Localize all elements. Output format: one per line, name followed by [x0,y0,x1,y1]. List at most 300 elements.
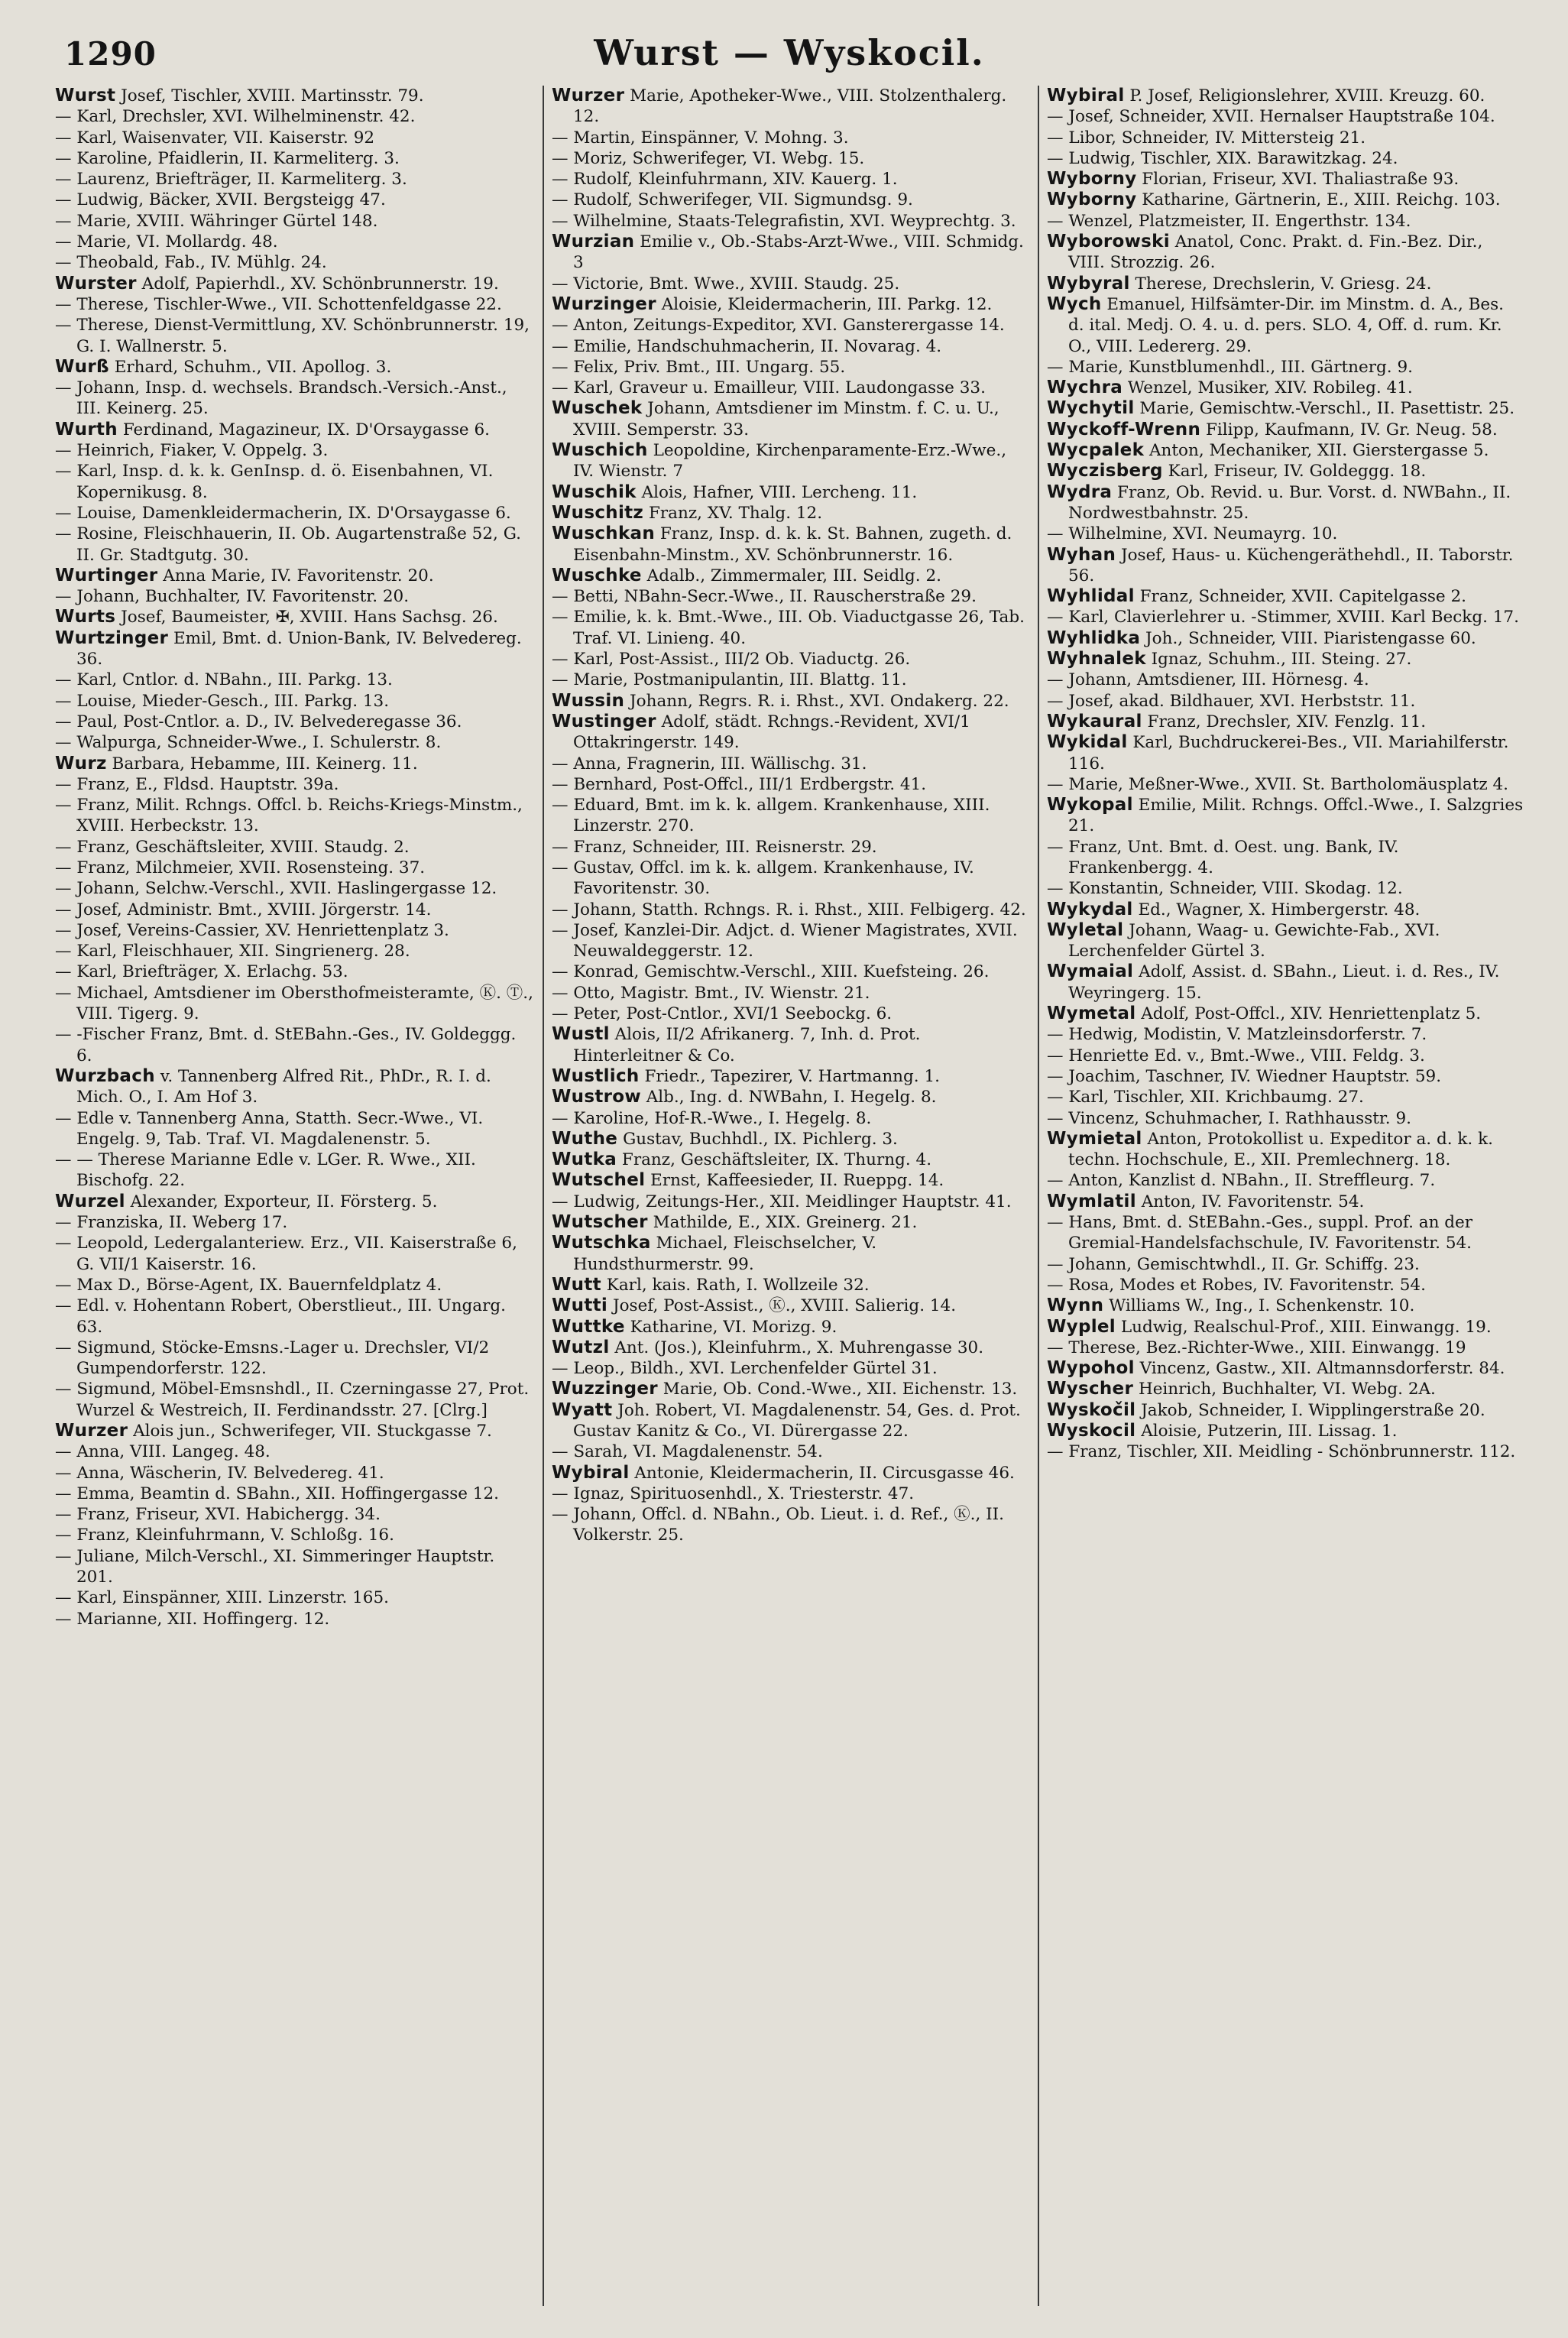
entry-text: Joh. Robert, VI. Magdalenenstr. 54, Ges. d. Prot. Gustav Kanitz & Co., VI. Dürergasse 22. [573,1400,1021,1441]
directory-entry [1047,357,1524,378]
directory-entry [552,1338,1029,1358]
entry-text: — Felix, Priv. Bmt., III. Ungarg. 55. [552,357,846,377]
entry-surname: Wykaural [1047,711,1142,731]
directory-entry [552,566,1029,586]
entry-surname: Wuschkan [552,524,656,544]
directory-entry [552,336,1029,357]
directory-entry [55,1546,533,1588]
directory-entry [1047,1129,1524,1171]
directory-entry [552,357,1029,378]
directory-entry [55,420,533,440]
entry-text: Gustav, Buchhdl., IX. Pichlerg. 3. [623,1129,898,1149]
entry-text: — Sigmund, Stöcke-Emsns.-Lager u. Drechsler, VI/2 Gumpendorferstr. 122. [55,1338,490,1379]
entry-surname: Wustlich [552,1065,640,1086]
entry-text: Karl, Buchdruckerei-Bes., VII. Mariahilferstr. 116. [1068,733,1509,773]
directory-entry [55,1484,533,1504]
directory-entry [55,1421,533,1441]
entry-text: — Walpurga, Schneider-Wwe., I. Schulerstr. 8. [55,733,442,753]
entry-surname: Wyczisberg [1047,461,1163,482]
entry-surname: Wussin [552,690,625,711]
entry-surname: Wyplel [1047,1316,1116,1337]
directory-entry [55,941,533,961]
entry-text: Franz, Geschäftsleiter, IX. Thurng. 4. [621,1150,932,1170]
entry-text: Emil, Bmt. d. Union-Bank, IV. Belvedereg. 36. [76,628,522,670]
directory-entry [55,211,533,232]
entry-text: — Karoline, Hof-R.-Wwe., I. Hegelg. 8. [552,1108,872,1128]
directory-entry [1047,795,1524,837]
directory-entry [552,1087,1029,1107]
entry-text: Therese, Drechslerin, V. Griesg. 24. [1135,274,1432,293]
entry-text: — Rudolf, Kleinfuhrmann, XIV. Kauerg. 1. [552,170,898,190]
directory-columns [47,86,1533,2306]
entry-surname: Wynn [1047,1295,1104,1316]
entry-text: Antonie, Kleidermacherin, II. Circusgasse 46. [634,1463,1015,1483]
directory-entry [55,357,533,378]
entry-text: Aloisie, Kleidermacherin, III. Parkg. 12. [661,294,993,314]
directory-entry [552,1108,1029,1129]
entry-text: — Karl, Waisenvater, VII. Kaiserstr. 92 [55,128,375,148]
directory-entry [552,1441,1029,1462]
entry-surname: Wutzl [552,1337,610,1357]
entry-text: Marie, Apotheker-Wwe., VIII. Stolzenthalerg. 12. [573,86,1007,127]
entry-surname: Wybiral [552,1462,630,1483]
entry-surname: Wychytil [1047,398,1135,419]
entry-text: v. Tannenberg Alfred Rit., PhDr., R. I. d. Mich. O., I. Am Hof 3. [76,1066,491,1107]
entry-surname: Wychra [1047,378,1123,398]
directory-entry [1047,420,1524,440]
directory-entry [55,858,533,878]
directory-entry [1047,1421,1524,1441]
entry-text: Johann, Waag- u. Gewichte-Fab., XVI. Lerchenfelder Gürtel 3. [1068,920,1440,961]
entry-text: — Henriette Ed. v., Bmt.-Wwe., VIII. Feldg. 3. [1047,1046,1425,1065]
entry-surname: Wyhnalek [1047,649,1146,670]
directory-entry [1047,1441,1524,1462]
entry-surname: Wykydal [1047,899,1133,919]
directory-entry [1047,545,1524,587]
entry-text: Emilie, Milit. Rchngs. Offcl.-Wwe., I. Salzgries 21. [1068,796,1524,836]
directory-entry [55,900,533,920]
directory-entry [55,607,533,627]
entry-text: P. Josef, Religionslehrer, XVIII. Kreuzg. 60. [1129,86,1485,105]
entry-text: Anton, Protokollist u. Expeditor a. d. k. k. techn. Hochschule, E., XII. Premlechnerg. 18. [1068,1129,1493,1170]
entry-surname: Wurz [55,753,107,773]
entry-text: Josef, Baumeister, ✠, XVIII. Hans Sachsg. 26. [121,608,498,627]
entry-text: — Leopold, Ledergalanteriew. Erz., VII. Kaiserstraße 6, G. VII/1 Kaiserstr. 16. [55,1234,517,1274]
entry-text: Adolf, städt. Rchngs.-Revident, XVI/1 Ottakringerstr. 149. [573,712,970,753]
entry-text: — Franz, Geschäftsleiter, XVIII. Staudg. 2. [55,837,410,857]
directory-entry [552,607,1029,649]
entry-surname: Wuttke [552,1316,625,1337]
entry-surname: Wuschich [552,440,648,461]
directory-entry [1047,1295,1524,1316]
entry-surname: Wutt [552,1274,601,1295]
entry-surname: Wurtinger [55,565,158,585]
entry-surname: Wuschke [552,565,642,585]
entry-text: — Laurenz, Briefträger, II. Karmeliterg. 3. [55,170,407,190]
directory-entry [552,274,1029,294]
entry-text: Josef, Tischler, XVIII. Martinsstr. 79. [121,86,424,105]
entry-text: — Marie, Meßner-Wwe., XVII. St. Bartholomäusplatz 4. [1047,774,1509,794]
directory-entry [552,1317,1029,1338]
entry-text: — Sigmund, Möbel-Emsnshdl., II. Czerningasse 27, Prot. Wurzel & Westreich, II. Ferdinandsstr. 27. [Clrg.] [55,1380,530,1420]
directory-entry [55,1609,533,1629]
entry-text: Ludwig, Realschul-Prof., XIII. Einwangg. 19. [1120,1317,1492,1337]
directory-entry [55,169,533,190]
directory-entry [552,190,1029,210]
directory-entry [55,1338,533,1380]
directory-entry [55,795,533,837]
directory-entry [1047,1087,1524,1107]
entry-text: Alois, Hafner, VIII. Lercheng. 11. [641,482,918,502]
entry-text: — Vincenz, Schuhmacher, I. Rathhausstr. 9. [1047,1108,1411,1128]
directory-entry [1047,1046,1524,1066]
entry-text: Alois, II/2 Afrikanerg. 7, Inh. d. Prot. Hinterleitner & Co. [573,1025,921,1065]
directory-entry [1047,1338,1524,1358]
entry-surname: Wyhlidal [1047,586,1135,607]
entry-text: — Marianne, XII. Hoffingerg. 12. [55,1609,330,1629]
entry-text: — Rosine, Fleischhauerin, II. Ob. Augartenstraße 52, G. II. Gr. Stadtgutg. 30. [55,524,521,565]
directory-entry [552,1170,1029,1191]
directory-entry [55,294,533,315]
directory-entry [55,754,533,774]
entry-text: Adolf, Papierhdl., XV. Schönbrunnerstr. 19. [141,274,499,293]
entry-text: Filipp, Kaufmann, IV. Gr. Neug. 58. [1206,420,1498,439]
directory-entry [552,1004,1029,1024]
directory-entry [55,586,533,607]
directory-entry [1047,961,1524,1004]
entry-text: — Johann, Buchhalter, IV. Favoritenstr. 20. [55,587,410,607]
entry-text: — Leop., Bildh., XVI. Lerchenfelder Gürtel 31. [552,1359,938,1379]
entry-text: — Johann, Statth. Rchngs. R. i. Rhst., XIII. Felbigerg. 42. [552,900,1026,919]
directory-entry [1047,1170,1524,1191]
entry-text: Anatol, Conc. Prakt. d. Fin.-Bez. Dir., VIII. Strozzig. 26. [1068,232,1483,273]
directory-entry [55,961,533,982]
directory-entry [552,1379,1029,1399]
directory-entry [552,1295,1029,1316]
entry-text: — Karl, Clavierlehrer u. -Stimmer, XVIII. Karl Beckg. 17. [1047,608,1519,627]
directory-entry [552,837,1029,858]
entry-text: — Heinrich, Fiaker, V. Oppelg. 3. [55,441,329,461]
directory-entry [55,378,533,420]
directory-entry [552,983,1029,1004]
entry-text: Adolf, Assist. d. SBahn., Lieut. i. d. Res., IV. Weyringerg. 15. [1068,962,1500,1003]
entry-text: — Sarah, VI. Magdalenenstr. 54. [552,1442,823,1462]
entry-text: — Josef, Administr. Bmt., XVIII. Jörgerstr. 14. [55,900,432,919]
directory-entry [1047,649,1524,670]
directory-entry [1047,1024,1524,1045]
entry-text: — Hedwig, Modistin, V. Matzleinsdorferstr. 7. [1047,1025,1427,1045]
directory-entry [552,670,1029,690]
entry-text: Emanuel, Hilfsämter-Dir. im Minstm. d. A., Bes. d. ital. Medj. O. 4. u. d. pers. SLO. 4, Off. d. rum. Kr. O., VIII. Ledererg. 29. [1068,294,1505,356]
page-number: 1290 [64,35,157,73]
directory-entry [55,315,533,357]
entry-surname: Wustinger [552,711,656,731]
entry-text: — Moriz, Schwerifeger, VI. Webg. 15. [552,148,865,168]
directory-entry [552,524,1029,566]
entry-surname: Wurth [55,419,118,439]
entry-text: — Josef, akad. Bildhauer, XVI. Herbststr. 11. [1047,691,1416,711]
entry-surname: Wyletal [1047,919,1124,940]
entry-text: — Marie, XVIII. Währinger Gürtel 148. [55,211,378,231]
entry-text: — Johann, Selchw.-Verschl., XVII. Haslingergasse 12. [55,879,497,899]
directory-entry [552,586,1029,607]
entry-text: — Karoline, Pfaidlerin, II. Karmeliterg. 3. [55,148,400,168]
entry-text: — Juliane, Milch-Verschl., XI. Simmeringer Hauptstr. 201. [55,1546,495,1587]
directory-entry [1047,878,1524,899]
directory-entry [1047,1004,1524,1024]
entry-text: Katharine, VI. Morizg. 9. [630,1317,837,1337]
directory-entry [552,1358,1029,1379]
entry-text: Ant. (Jos.), Kleinfuhrm., X. Muhrengasse 30. [614,1338,984,1357]
entry-text: — Anton, Zeitungs-Expeditor, XVI. Gansterergasse 14. [552,316,1005,336]
entry-text: Aloisie, Putzerin, III. Lissag. 1. [1141,1422,1398,1441]
entry-text: — Franz, Friseur, XVI. Habichergg. 34. [55,1505,381,1525]
directory-entry [55,983,533,1025]
page-title: Wurst — Wyskocil. [594,32,985,73]
directory-entry [552,232,1029,274]
entry-text: — Karl, Fleischhauer, XII. Singrienerg. 28. [55,942,410,961]
directory-entry [552,294,1029,315]
entry-surname: Wybyral [1047,273,1130,293]
directory-entry [55,128,533,148]
entry-text: Jakob, Schneider, I. Wipplingerstraße 20. [1141,1400,1485,1420]
entry-surname: Wuschek [552,398,643,419]
entry-text: — Hans, Bmt. d. StEBahn.-Ges., suppl. Prof. an der Gremial-Handelsfachschule, IV. Favoritenstr. 54. [1047,1213,1473,1253]
entry-text: — Eduard, Bmt. im k. k. allgem. Krankenhause, XIII. Linzerstr. 270. [552,796,990,836]
entry-surname: Wuschitz [552,502,644,523]
entry-text: Marie, Gemischtw.-Verschl., II. Pasettistr. 25. [1139,399,1515,419]
entry-text: Alexander, Exporteur, II. Försterg. 5. [130,1192,438,1211]
entry-text: — Rudolf, Schwerifeger, VII. Sigmundsg. 9. [552,190,913,210]
entry-text: Vincenz, Gastw., XII. Altmannsdorferstr. 84. [1139,1359,1505,1379]
directory-entry [552,503,1029,524]
entry-text: Leopoldine, Kirchenparamente-Erz.-Wwe., IV. Wienstr. 7 [573,441,1007,482]
entry-text: — Victorie, Bmt. Wwe., XVIII. Staudg. 25. [552,274,900,293]
directory-entry [55,503,533,524]
entry-surname: Wurts [55,607,116,627]
entry-surname: Wuzzinger [552,1379,658,1399]
entry-text: Anton, IV. Favoritenstr. 54. [1141,1192,1365,1211]
directory-entry [1047,837,1524,879]
directory-entry [1047,920,1524,962]
directory-entry [55,1504,533,1525]
directory-entry [552,1129,1029,1150]
column-3 [1038,86,1533,2306]
directory-entry [55,440,533,461]
directory-entry [552,1066,1029,1087]
entry-text: — Betti, NBahn-Secr.-Wwe., II. Rauscherstraße 29. [552,587,977,607]
directory-entry [55,1066,533,1108]
entry-surname: Wycpalek [1047,440,1145,461]
directory-entry [1047,1254,1524,1275]
entry-text: Franz, Drechsler, XIV. Fenzlg. 11. [1147,712,1427,731]
entry-text: — Karl, Einspänner, XIII. Linzerstr. 165. [55,1588,389,1608]
entry-text: — Karl, Tischler, XII. Krichbaumg. 27. [1047,1088,1364,1107]
directory-entry [1047,691,1524,712]
directory-entry [55,1525,533,1545]
directory-entry [552,691,1029,712]
directory-entry [552,900,1029,920]
entry-text: Ferdinand, Magazineur, IX. D'Orsaygasse 6. [122,420,490,439]
entry-text: Ernst, Kaffeesieder, II. Rueppg. 14. [650,1171,944,1191]
entry-text: — Martin, Einspänner, V. Mohng. 3. [552,128,849,148]
entry-surname: Wurzian [552,232,635,252]
directory-entry [1047,294,1524,357]
directory-entry [55,1441,533,1462]
entry-text: Alois jun., Schwerifeger, VII. Stuckgasse 7. [133,1422,492,1441]
directory-entry [55,1150,533,1192]
entry-surname: Wyscher [1047,1379,1134,1399]
directory-entry [1047,274,1524,294]
entry-surname: Wutka [552,1150,617,1170]
directory-entry [55,461,533,503]
entry-text: — Karl, Insp. d. k. k. GenInsp. d. ö. Eisenbahnen, VI. Kopernikusg. 8. [55,462,494,502]
entry-text: — Emma, Beamtin d. SBahn., XII. Hoffingergasse 12. [55,1484,500,1503]
entry-surname: Wuthe [552,1128,618,1149]
entry-text: — Johann, Amtsdiener, III. Hörnesg. 4. [1047,670,1369,690]
entry-text: — Emilie, k. k. Bmt.-Wwe., III. Ob. Viaductgasse 26, Tab. Traf. VI. Linieng. 40. [552,608,1025,648]
directory-entry [55,1212,533,1233]
directory-entry [55,190,533,210]
entry-text: Anna Marie, IV. Favoritenstr. 20. [163,566,434,585]
directory-entry [552,1504,1029,1546]
directory-entry [1047,86,1524,106]
entry-text: Ignaz, Schuhm., III. Steing. 27. [1151,650,1412,670]
entry-text: — Franz, Kleinfuhrmann, V. Schloßg. 16. [55,1526,394,1545]
entry-surname: Wutschel [552,1170,646,1191]
directory-entry [1047,670,1524,690]
entry-text: — — Therese Marianne Edle v. LGer. R. Wwe., XII. Bischofg. 22. [55,1150,476,1191]
directory-entry [552,1233,1029,1275]
entry-text: — Theobald, Fab., IV. Mühlg. 24. [55,253,327,273]
entry-text: — Karl, Drechsler, XVI. Wilhelminenstr. 42. [55,107,416,127]
entry-text: Adolf, Post-Offcl., XIV. Henriettenplatz 5. [1141,1004,1482,1024]
directory-entry [552,482,1029,503]
entry-text: — Anton, Kanzlist d. NBahn., II. Streffleurg. 7. [1047,1171,1436,1191]
directory-entry [55,1192,533,1212]
entry-text: Heinrich, Buchhalter, VI. Webg. 2A. [1138,1380,1436,1399]
entry-text: — Edl. v. Hohentann Robert, Oberstlieut., III. Ungarg. 63. [55,1296,507,1337]
entry-text: Michael, Fleischselcher, V. Hundsthurmerstr. 99. [573,1234,877,1274]
entry-text: — Marie, VI. Mollardg. 48. [55,232,278,252]
entry-surname: Wuschik [552,482,637,502]
entry-text: — Karl, Cntlor. d. NBahn., III. Parkg. 13. [55,670,393,690]
entry-text: Josef, Post-Assist., Ⓚ., XVIII. Salierig. 14. [612,1296,957,1316]
directory-entry [55,837,533,858]
entry-text: Anton, Mechaniker, XII. Gierstergasse 5. [1149,441,1489,461]
entry-text: Franz, XV. Thalg. 12. [648,503,823,523]
directory-entry [552,795,1029,837]
entry-text: — Anna, Wäscherin, IV. Belvedereg. 41. [55,1463,384,1483]
directory-entry [552,1150,1029,1170]
entry-text: — Franz, Unt. Bmt. d. Oest. ung. Bank, IV. Frankenbergg. 4. [1047,837,1399,877]
entry-text: Johann, Amtsdiener im Minstm. f. C. u. U., XVIII. Semperstr. 33. [573,399,999,439]
directory-entry [55,1233,533,1275]
entry-surname: Wybiral [1047,86,1125,105]
directory-entry [1047,211,1524,232]
directory-entry [1047,378,1524,398]
entry-text: — Marie, Postmanipulantin, III. Blattg. 11. [552,670,907,690]
entry-text: Katharine, Gärtnerin, E., XIII. Reichg. 103. [1142,190,1501,210]
entry-text: Wenzel, Musiker, XIV. Robileg. 41. [1127,378,1413,398]
entry-text: — Karl, Post-Assist., III/2 Ob. Viaductg. 26. [552,650,911,670]
entry-text: — Franz, Schneider, III. Reisnerstr. 29. [552,837,877,857]
entry-surname: Wyhan [1047,544,1116,565]
entry-surname: Wyhlidka [1047,627,1141,648]
directory-entry [1047,586,1524,607]
entry-text: — Johann, Insp. d. wechsels. Brandsch.-Versich.-Anst., III. Keinerg. 25. [55,378,507,419]
directory-entry [552,86,1029,128]
entry-text: — Anna, VIII. Langeg. 48. [55,1442,271,1462]
directory-entry [552,211,1029,232]
entry-text: — Franz, Milit. Rchngs. Offcl. b. Reichs-Kriegs-Minstm., XVIII. Herbeckstr. 13. [55,796,523,836]
entry-text: — Therese, Dienst-Vermittlung, XV. Schönbrunnerstr. 19, G. I. Wallnerstr. 5. [55,316,530,356]
directory-entry [1047,232,1524,274]
directory-entry [552,378,1029,398]
entry-text: — Johann, Gemischtwhdl., II. Gr. Schiffg. 23. [1047,1254,1420,1274]
directory-entry [552,712,1029,754]
entry-text: Erhard, Schuhm., VII. Apollog. 3. [114,357,392,377]
entry-text: — Ludwig, Tischler, XIX. Barawitzkag. 24. [1047,148,1398,168]
entry-text: — Louise, Mieder-Gesch., III. Parkg. 13. [55,691,390,711]
directory-entry [552,128,1029,148]
entry-text: Marie, Ob. Cond.-Wwe., XII. Eichenstr. 13. [663,1380,1018,1399]
entry-surname: Wyskočil [1047,1399,1136,1420]
entry-text: — Anna, Fragnerin, III. Wällischg. 31. [552,754,867,773]
entry-surname: Wurst [55,86,116,105]
directory-entry [1047,1379,1524,1399]
entry-text: — Max D., Börse-Agent, IX. Bauernfeldplatz 4. [55,1275,442,1295]
directory-entry [552,1400,1029,1442]
entry-surname: Wustrow [552,1087,641,1107]
entry-text: Karl, Friseur, IV. Goldeggg. 18. [1168,462,1427,482]
directory-entry [55,1024,533,1066]
entry-text: — Ignaz, Spirituosenhdl., X. Triesterstr. 47. [552,1484,915,1503]
directory-entry [1047,128,1524,148]
directory-entry [55,1275,533,1295]
entry-text: — Edle v. Tannenberg Anna, Statth. Secr.-Wwe., VI. Engelg. 9, Tab. Traf. VI. Magdalenenstr. 5. [55,1108,484,1149]
directory-entry [55,1463,533,1484]
entry-text: Ed., Wagner, X. Himbergerstr. 48. [1138,900,1421,919]
directory-entry [552,1275,1029,1295]
directory-entry [1047,524,1524,544]
entry-text: — ‑Fischer Franz, Bmt. d. StEBahn.-Ges., IV. Goldeggg. 6. [55,1025,517,1065]
directory-entry [1047,1066,1524,1087]
directory-entry [1047,482,1524,524]
entry-text: — Josef, Vereins-Cassier, XV. Henriettenplatz 3. [55,920,449,940]
entry-surname: Wyckoff-Wrenn [1047,419,1201,439]
directory-entry [55,86,533,106]
entry-surname: Wymlatil [1047,1191,1136,1211]
entry-text: — Joachim, Taschner, IV. Wiedner Hauptstr. 59. [1047,1066,1442,1086]
entry-surname: Wutti [552,1295,608,1316]
column-2 [543,86,1038,2306]
entry-surname: Wyborowski [1047,232,1170,252]
entry-text: Adalb., Zimmermaler, III. Seidlg. 2. [646,566,941,585]
directory-entry [1047,1400,1524,1421]
entry-text: — Konrad, Gemischtw.-Verschl., XIII. Kuefsteing. 26. [552,962,990,982]
entry-surname: Wyskocil [1047,1421,1136,1441]
directory-entry [552,1212,1029,1233]
entry-surname: Wydra [1047,482,1113,502]
entry-text: — Rosa, Modes et Robes, IV. Favoritenstr. 54. [1047,1275,1426,1295]
directory-entry [1047,190,1524,210]
entry-surname: Wurzbach [55,1065,155,1086]
directory-entry [55,148,533,169]
entry-text: — Karl, Briefträger, X. Erlachg. 53. [55,962,348,982]
directory-entry [1047,628,1524,649]
directory-entry [55,1587,533,1608]
